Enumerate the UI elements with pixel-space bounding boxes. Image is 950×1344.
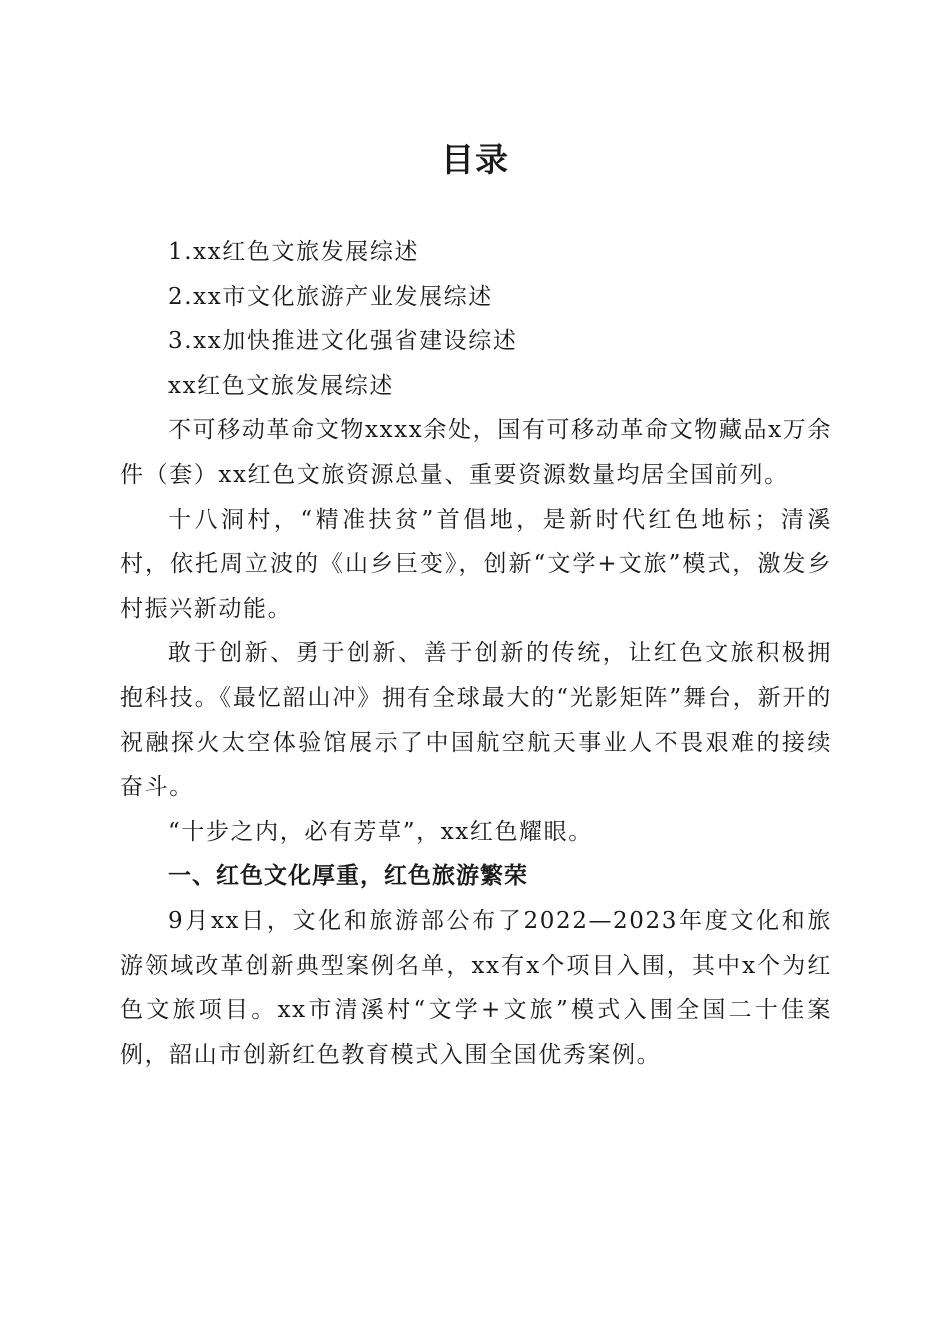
paragraph-3: 敢于创新、勇于创新、善于创新的传统，让红色文旅积极拥抱科技。《最忆韶山冲》拥有全球最大的“光影矩阵”舞台，新开的祝融探火太空体验馆展示了中国航空航天事业人不畏艰难的接续奋斗。 <box>120 640 832 801</box>
toc-item-2: 2.xx市文化旅游产业发展综述 <box>168 283 493 310</box>
paragraph-1: 不可移动革命文物xxxx余处，国有可移动革命文物藏品x万余件（套）xx红色文旅资源总量、重要资源数量均居全国前列。 <box>120 417 832 488</box>
section-title: xx红色文旅发展综述 <box>168 372 394 399</box>
toc-item-3: 3.xx加快推进文化强省建设综述 <box>168 328 518 355</box>
paragraph-2: 十八洞村，“精准扶贫”首倡地，是新时代红色地标；清溪村，依托周立波的《山乡巨变》，创新“文学+文旅”模式，激发乡村振兴新动能。 <box>120 506 832 622</box>
document-body <box>120 230 832 1077</box>
section-heading-1: 一、红色文化厚重，红色旅游繁荣 <box>168 863 528 890</box>
page-title: 目录 <box>441 140 509 179</box>
toc-item-1: 1.xx红色文旅发展综述 <box>168 239 420 265</box>
paragraph-5: 9月xx日，文化和旅游部公布了2022—2023年度文化和旅游领域改革创新典型案例名单，xx有x个项目入围，其中x个为红色文旅项目。xx市清溪村“文学+文旅”模式入围全国二十佳案例，韶山市创新红色教育模式入围全国优秀案例。 <box>120 907 832 1068</box>
paragraph-4: “十步之内，必有芳草”，xx红色耀眼。 <box>168 818 593 845</box>
